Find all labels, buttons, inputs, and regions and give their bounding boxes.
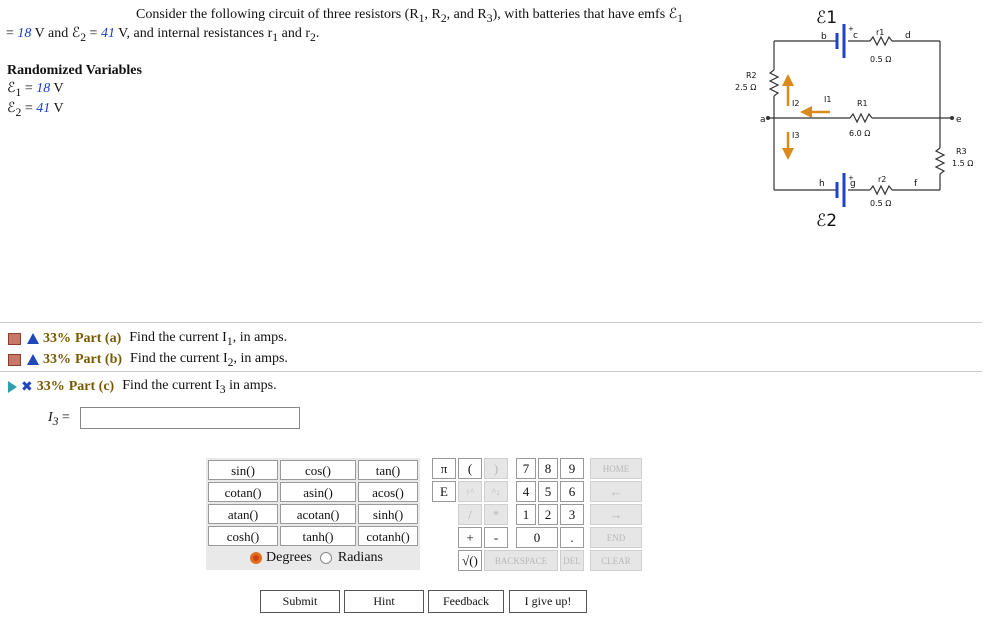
divide-button[interactable]: / [458, 504, 482, 525]
power-up-button[interactable]: ↑^ [458, 481, 482, 502]
func-acos-button[interactable]: acos() [358, 482, 418, 502]
node-c: c [853, 31, 858, 41]
home-button[interactable]: HOME [590, 458, 642, 479]
func-cos-button[interactable]: cos() [280, 460, 356, 480]
del-button[interactable]: DEL [560, 550, 584, 571]
svg-text:+: + [848, 25, 854, 33]
clear-button[interactable]: CLEAR [590, 550, 642, 571]
lparen-button[interactable]: ( [458, 458, 482, 479]
problem-statement-line2: = 18 V and ℰ$_2$ = 41 V, and internal resistances $r_1$ and $r_2$. [6, 26, 320, 44]
circuit-diagram [720, 6, 982, 236]
power-down-button[interactable]: ^↓ [484, 481, 508, 502]
keypad [432, 458, 644, 572]
label-r1: r1 [876, 28, 885, 37]
label-I3: I3 [792, 131, 800, 140]
divider-top [0, 322, 982, 323]
label-R1: R1 [857, 99, 868, 108]
value-R1: 6.0 Ω [849, 129, 871, 138]
decimal-button[interactable]: . [560, 527, 584, 548]
answer-input[interactable] [80, 407, 300, 429]
part-a-row[interactable]: 33% Part (a) Find the current $I_1$, in amps. [8, 330, 287, 348]
angle-mode: Degrees Radians [250, 550, 383, 566]
value-R2: 2.5 Ω [735, 83, 757, 92]
feedback-button[interactable]: Feedback [428, 590, 504, 613]
label-e1: ℰ1 [816, 8, 838, 28]
notebook-icon [8, 333, 21, 345]
minus-button[interactable]: - [484, 527, 508, 548]
right-arrow-button[interactable]: → [590, 504, 642, 525]
digit-1-button[interactable]: 1 [516, 504, 536, 525]
func-sin-button[interactable]: sin() [208, 460, 278, 480]
hint-button[interactable]: Hint [344, 590, 424, 613]
play-icon [8, 381, 17, 393]
func-cosh-button[interactable]: cosh() [208, 526, 278, 546]
degrees-radio[interactable] [250, 552, 262, 564]
func-cotan-button[interactable]: cotan() [208, 482, 278, 502]
value-r2: 0.5 Ω [870, 199, 892, 208]
divider-mid [0, 371, 982, 372]
node-b: b [821, 32, 827, 42]
label-R3: R3 [956, 147, 967, 156]
multiply-button[interactable]: * [484, 504, 508, 525]
svg-text:+: + [848, 174, 854, 182]
end-button[interactable]: END [590, 527, 642, 548]
e-button[interactable]: E [432, 481, 456, 502]
func-tanh-button[interactable]: tanh() [280, 526, 356, 546]
label-I2: I2 [792, 99, 800, 108]
node-h: h [819, 179, 825, 189]
radians-radio[interactable] [320, 552, 332, 564]
func-atan-button[interactable]: atan() [208, 504, 278, 524]
variable-e1: ℰ$_1$ = 18 V [7, 81, 64, 99]
label-R2: R2 [746, 71, 757, 80]
node-g: g [850, 179, 856, 189]
label-r2: r2 [878, 175, 887, 184]
node-e: e [956, 115, 962, 125]
digit-2-button[interactable]: 2 [538, 504, 558, 525]
digit-5-button[interactable]: 5 [538, 481, 558, 502]
give-up-button[interactable]: I give up! [509, 590, 587, 613]
warning-icon [27, 354, 39, 365]
digit-6-button[interactable]: 6 [560, 481, 584, 502]
func-tan-button[interactable]: tan() [358, 460, 418, 480]
digit-9-button[interactable]: 9 [560, 458, 584, 479]
value-R3: 1.5 Ω [952, 159, 974, 168]
cross-icon: ✖ [21, 378, 33, 395]
digit-3-button[interactable]: 3 [560, 504, 584, 525]
variable-e2: ℰ$_2$ = 41 V [7, 101, 64, 119]
randomized-variables-title: Randomized Variables [7, 63, 142, 78]
plus-button[interactable]: + [458, 527, 482, 548]
function-pad [206, 458, 420, 570]
rparen-button[interactable]: ) [484, 458, 508, 479]
func-acotan-button[interactable]: acotan() [280, 504, 356, 524]
sqrt-button[interactable]: √() [458, 550, 482, 571]
warning-icon [27, 333, 39, 344]
notebook-icon [8, 354, 21, 366]
value-r1: 0.5 Ω [870, 55, 892, 64]
backspace-button[interactable]: BACKSPACE [484, 550, 558, 571]
digit-0-button[interactable]: 0 [516, 527, 558, 548]
problem-statement-line1: Consider the following circuit of three resistors ($R_1$, $R_2$, and $R_3$), with batteries that have emfs ℰ$_1$ [136, 7, 683, 25]
func-sinh-button[interactable]: sinh() [358, 504, 418, 524]
func-asin-button[interactable]: asin() [280, 482, 356, 502]
left-arrow-button[interactable]: ← [590, 481, 642, 502]
node-a: a [760, 115, 766, 125]
part-b-row[interactable]: 33% Part (b) Find the current $I_2$, in amps. [8, 351, 288, 369]
submit-button[interactable]: Submit [260, 590, 340, 613]
func-cotanh-button[interactable]: cotanh() [358, 526, 418, 546]
digit-8-button[interactable]: 8 [538, 458, 558, 479]
label-I1: I1 [824, 95, 832, 104]
part-c-row[interactable]: ✖ 33% Part (c) Find the current $I_3$ in amps. [8, 378, 277, 396]
digit-7-button[interactable]: 7 [516, 458, 536, 479]
answer-label: $I_3$ = [48, 410, 70, 428]
pi-button[interactable]: π [432, 458, 456, 479]
digit-4-button[interactable]: 4 [516, 481, 536, 502]
node-f: f [914, 179, 918, 189]
node-d: d [905, 31, 911, 41]
label-e2: ℰ2 [816, 211, 838, 231]
